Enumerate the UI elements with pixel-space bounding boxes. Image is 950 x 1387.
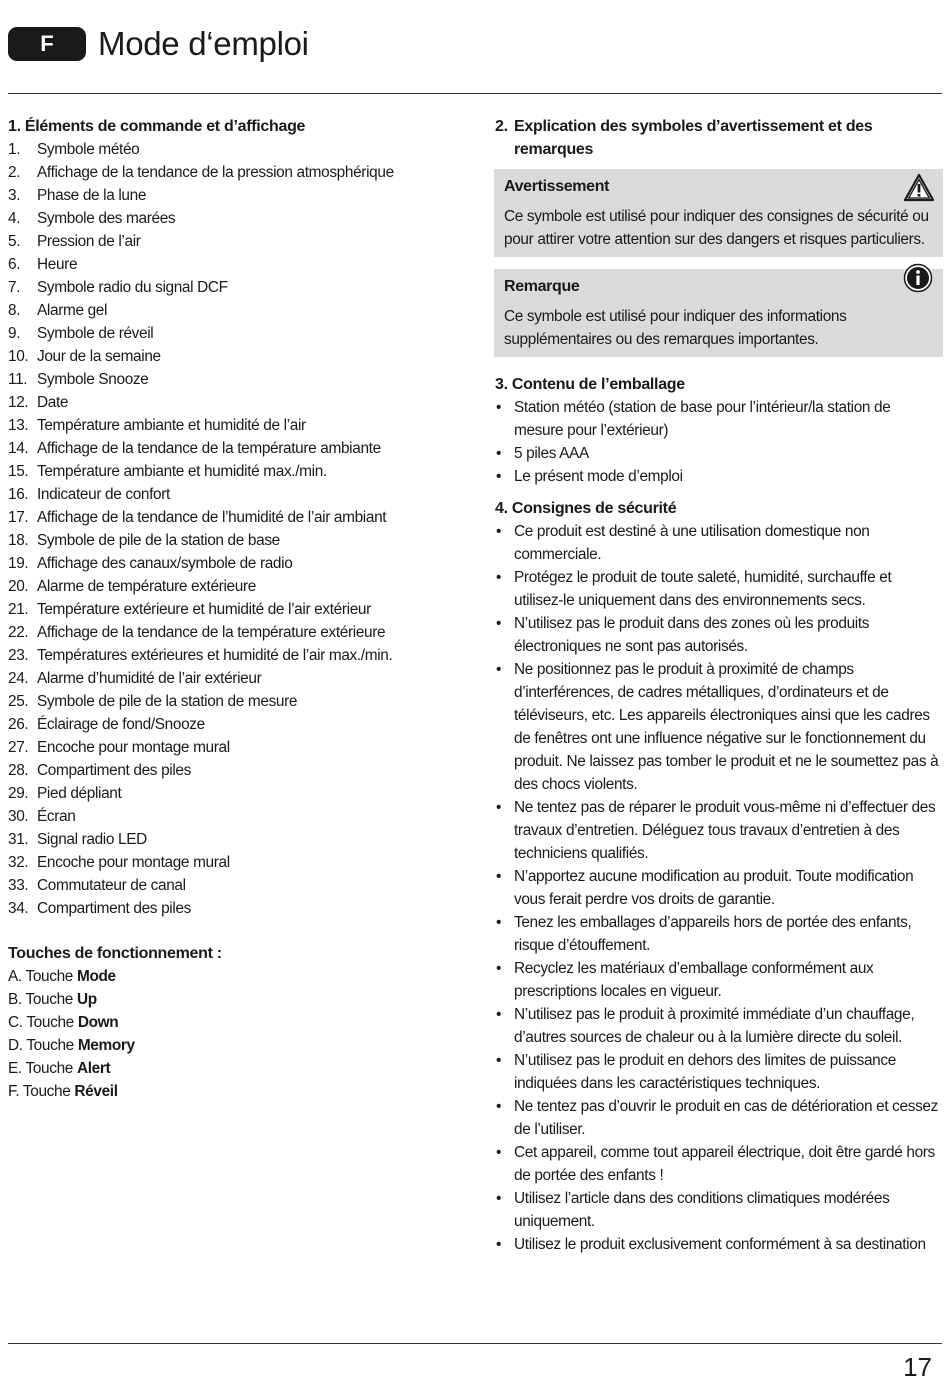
key-item [8, 1011, 478, 1034]
item-text: Alarme d’humidité de l’air extérieur [37, 670, 262, 687]
item-text: Commutateur de canal [37, 877, 186, 894]
item-number: 6. [8, 256, 21, 273]
item-number: 13. [8, 417, 29, 434]
list-item [8, 644, 478, 667]
item-number: 3. [8, 187, 21, 204]
key-name: Réveil [74, 1083, 118, 1100]
footer-divider [8, 1343, 942, 1344]
item-text: Affichage de la tendance de la température extérieure [37, 624, 386, 641]
list-item [8, 414, 478, 437]
left-column [8, 115, 478, 1103]
bullet-item: • Utilisez le produit exclusivement conformément à sa destination [495, 1233, 943, 1256]
item-number: 9. [8, 325, 21, 342]
section-4-heading: 4. Consignes de sécurité [495, 500, 677, 517]
controls-list [8, 138, 478, 920]
bullet-item: • Tenez les emballages d’appareils hors de portée des enfants, risque d’étouffement. [495, 911, 943, 957]
list-item [8, 483, 478, 506]
bullet-item: • Ne positionnez pas le produit à proximité de champs d’interférences, de cadres métalliques, d’ordinateurs et de téléviseurs, etc. Les appareils électroniques ainsi que les cadres de fenêtres ont une influence négative sur le fonctionnement du produit. Ne laissez pas tomber le produit et ne le soumettez pas à des chocs violents. [495, 658, 943, 796]
item-text: Encoche pour montage mural [37, 739, 230, 756]
section-1-heading: 1. Éléments de commande et d’affichage [8, 118, 306, 135]
bullet-item: • N’utilisez pas le produit à proximité immédiate d’un chauffage, d’autres sources de chaleur ou à la lumière directe du soleil. [495, 1003, 943, 1049]
item-number: 5. [8, 233, 21, 250]
item-text: Pied dépliant [37, 785, 122, 802]
item-number: 23. [8, 647, 29, 664]
item-number: 11. [8, 371, 28, 388]
item-text: Pression de l’air [37, 233, 141, 250]
item-text: Température ambiante et humidité de l’air [37, 417, 306, 434]
note-title: Remarque [504, 278, 580, 295]
list-item [8, 230, 478, 253]
list-item [8, 437, 478, 460]
warning-title: Avertissement [504, 178, 610, 195]
item-number: 16. [8, 486, 29, 503]
bullet-item: • Station météo (station de base pour l’intérieur/la station de mesure pour l’extérieur) [495, 396, 943, 442]
item-number: 4. [8, 210, 21, 227]
warning-text: Ce symbole est utilisé pour indiquer des consignes de sécurité ou pour attirer votre attention sur des dangers et risques particuliers. [504, 208, 929, 248]
item-number: 24. [8, 670, 29, 687]
bullet-item: • Ne tentez pas de réparer le produit vous-même ni d’effectuer des travaux d’entretien. Déléguez tous travaux d’entretien à des techniciens qualifiés. [495, 796, 943, 865]
list-item [8, 575, 478, 598]
list-item [8, 460, 478, 483]
key-prefix: A. Touche [8, 968, 74, 985]
bullet-item: • Ce produit est destiné à une utilisation domestique non commerciale. [495, 520, 943, 566]
item-text: Signal radio LED [37, 831, 147, 848]
item-number: 33. [8, 877, 29, 894]
item-text: Écran [37, 808, 76, 825]
list-item [8, 598, 478, 621]
key-name: Memory [77, 1037, 135, 1054]
section-badge: F [8, 27, 86, 61]
item-number: 34. [8, 900, 29, 917]
item-text: Affichage de la tendance de la pression atmosphérique [37, 164, 394, 181]
item-number: 25. [8, 693, 29, 710]
list-item [8, 299, 478, 322]
item-number: 12. [8, 394, 29, 411]
item-text: Alarme gel [37, 302, 108, 319]
list-item [8, 759, 478, 782]
item-text: Symbole de réveil [37, 325, 154, 342]
item-text: Alarme de température extérieure [37, 578, 256, 595]
item-number: 18. [8, 532, 29, 549]
list-item [8, 138, 478, 161]
list-item [8, 897, 478, 920]
section-2-heading [495, 115, 943, 161]
list-item [8, 368, 478, 391]
item-text: Température ambiante et humidité max./min. [37, 463, 327, 480]
item-number: 26. [8, 716, 29, 733]
list-item [8, 506, 478, 529]
item-number: 29. [8, 785, 29, 802]
item-number: 7. [8, 279, 21, 296]
bullet-item: • Ne tentez pas d’ouvrir le produit en cas de détérioration et cessez de l’utiliser. [495, 1095, 943, 1141]
keys-list [8, 965, 478, 1103]
list-item [8, 805, 478, 828]
item-text: Heure [37, 256, 78, 273]
item-number: 8. [8, 302, 21, 319]
item-text: Éclairage de fond/Snooze [37, 716, 205, 733]
list-item [8, 184, 478, 207]
item-number: 15. [8, 463, 29, 480]
key-item [8, 988, 478, 1011]
right-column [495, 115, 943, 1256]
item-text: Affichage des canaux/symbole de radio [37, 555, 293, 572]
list-item [8, 736, 478, 759]
list-item [8, 529, 478, 552]
list-item [8, 828, 478, 851]
item-number: 10. [8, 348, 29, 365]
item-number: 22. [8, 624, 29, 641]
header-divider [8, 93, 942, 94]
key-item [8, 1034, 478, 1057]
list-item [8, 690, 478, 713]
list-item [8, 713, 478, 736]
bullet-item: • N’utilisez pas le produit en dehors des limites de puissance indiquées dans les caractéristiques techniques. [495, 1049, 943, 1095]
bullet-item: • Recyclez les matériaux d’emballage conformément aux prescriptions locales en vigueur. [495, 957, 943, 1003]
bullet-item: • Cet appareil, comme tout appareil électrique, doit être gardé hors de portée des enfants ! [495, 1141, 943, 1187]
item-number: 21. [8, 601, 29, 618]
item-text: Symbole de pile de la station de base [37, 532, 280, 549]
bullet-item: • Le présent mode d’emploi [495, 465, 943, 488]
item-number: 31. [8, 831, 29, 848]
list-item [8, 345, 478, 368]
item-number: 20. [8, 578, 29, 595]
item-text: Compartiment des piles [37, 900, 191, 917]
key-prefix: F. Touche [8, 1083, 71, 1100]
list-item [8, 667, 478, 690]
section-2-title: Explication des symboles d’avertissement et des remarques [514, 118, 873, 158]
item-text: Jour de la semaine [37, 348, 161, 365]
item-number: 27. [8, 739, 29, 756]
list-item [8, 621, 478, 644]
note-box [494, 269, 943, 357]
info-circle-icon [903, 263, 933, 293]
key-prefix: D. Touche [8, 1037, 74, 1054]
item-number: 32. [8, 854, 29, 871]
bullet-item: • N’utilisez pas le produit dans des zones où les produits électroniques ne sont pas autorisés. [495, 612, 943, 658]
page-title: Mode d‘emploi [98, 25, 309, 62]
key-item [8, 1080, 478, 1103]
section-2-number: 2. [495, 118, 508, 135]
item-number: 30. [8, 808, 29, 825]
item-number: 1. [8, 141, 21, 158]
key-name: Down [77, 1014, 119, 1031]
list-item [8, 391, 478, 414]
item-number: 17. [8, 509, 29, 526]
list-item [8, 552, 478, 575]
item-number: 28. [8, 762, 29, 779]
bullet-item: • Protégez le produit de toute saleté, humidité, surchauffe et utilisez-le uniquement dans des environnements secs. [495, 566, 943, 612]
item-text: Symbole des marées [37, 210, 176, 227]
list-item [8, 253, 478, 276]
list-item [8, 851, 478, 874]
item-text: Symbole radio du signal DCF [37, 279, 228, 296]
note-text: Ce symbole est utilisé pour indiquer des informations supplémentaires ou des remarques importantes. [504, 308, 847, 348]
section-3-heading: 3. Contenu de l’emballage [495, 376, 685, 393]
bullet-item: • 5 piles AAA [495, 442, 943, 465]
item-text: Affichage de la tendance de la température ambiante [37, 440, 381, 457]
page-number: 17 [903, 1352, 932, 1382]
bullet-item: • N’apportez aucune modification au produit. Toute modification vous ferait perdre vos droits de garantie. [495, 865, 943, 911]
key-prefix: B. Touche [8, 991, 74, 1008]
list-item [8, 782, 478, 805]
item-number: 2. [8, 164, 21, 181]
item-text: Symbole de pile de la station de mesure [37, 693, 298, 710]
bullet-item: • Utilisez l’article dans des conditions climatiques modérées uniquement. [495, 1187, 943, 1233]
key-name: Mode [76, 968, 116, 985]
item-text: Température extérieure et humidité de l’air extérieur [37, 601, 371, 618]
warning-box [494, 169, 943, 257]
item-number: 14. [8, 440, 29, 457]
item-text: Températures extérieures et humidité de l’air max./min. [37, 647, 393, 664]
safety-list [495, 520, 943, 1256]
package-contents-list [495, 396, 943, 488]
list-item [8, 322, 478, 345]
item-number: 19. [8, 555, 29, 572]
warning-triangle-icon [903, 173, 935, 203]
item-text: Symbole Snooze [37, 371, 149, 388]
item-text: Encoche pour montage mural [37, 854, 230, 871]
list-item [8, 874, 478, 897]
key-item [8, 965, 478, 988]
list-item [8, 207, 478, 230]
item-text: Affichage de la tendance de l’humidité de l’air ambiant [37, 509, 387, 526]
key-name: Alert [76, 1060, 111, 1077]
item-text: Phase de la lune [37, 187, 147, 204]
item-text: Indicateur de confort [37, 486, 170, 503]
item-text: Date [37, 394, 69, 411]
key-prefix: C. Touche [8, 1014, 74, 1031]
key-name: Up [76, 991, 97, 1008]
item-text: Compartiment des piles [37, 762, 191, 779]
keys-heading: Touches de fonctionnement : [8, 945, 222, 962]
list-item [8, 276, 478, 299]
key-prefix: E. Touche [8, 1060, 74, 1077]
item-text: Symbole météo [37, 141, 140, 158]
key-item [8, 1057, 478, 1080]
list-item [8, 161, 478, 184]
